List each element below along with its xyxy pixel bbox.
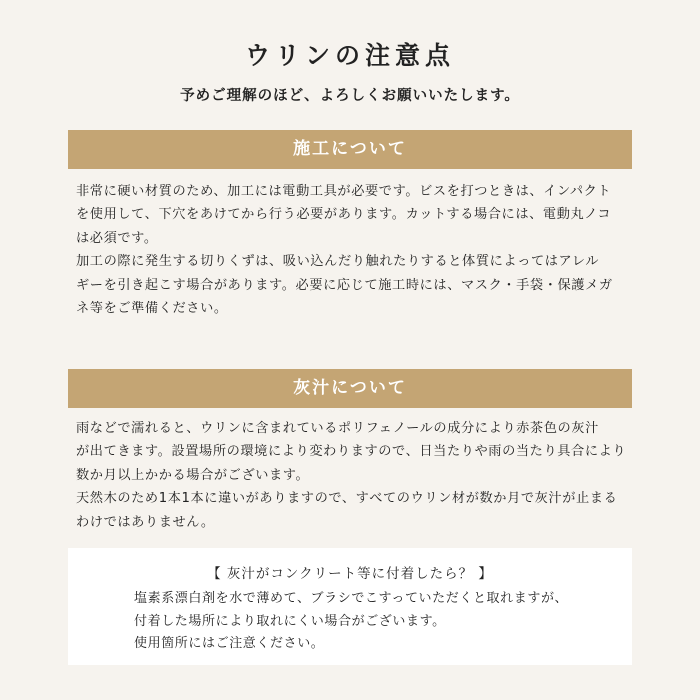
note-line: 付着した場所により取れにくい場合がございます。 [134,613,446,629]
construction-section-body [76,180,636,320]
note-line: 使用箇所にはご注意ください。 [134,636,325,651]
lye-line: 天然木のため1本1本に違いがありますので、すべてのウリン材が数か月で灰汁が止まる [76,491,618,507]
note-title: 【 灰汁がコンクリート等に付着したら？ 】 [207,566,493,582]
construction-line: 非常に硬い材質のため、加工には電動工具が必要です。ビスを打つときは、インパクト [76,184,612,199]
construction-line: は必須です。 [76,230,158,246]
lye-line: わけではありません。 [76,514,215,530]
note-box [68,548,632,665]
construction-line: ギーを引き起こす場合があります。必要に応じて施工時には、マスク・手袋・保護メガ [76,277,613,293]
lye-section-heading: 灰汁について [68,369,632,408]
construction-line: ネ等をご準備ください。 [76,301,228,317]
construction-line: 加工の際に発生する切りくずは、吸い込んだり触れたりすると体質によってはアレル [76,254,600,270]
note-line: 塩素系漂白剤を水で薄めて、ブラシでこすっていただくと取れますが、 [134,591,569,606]
page-title: ウリンの注意点 [244,41,455,70]
page-subtitle: 予めご理解のほど、よろしくお願いいたします。 [180,88,520,104]
lye-line: 雨などで濡れると、ウリンに含まれているポリフェノールの成分により赤茶色の灰汁 [76,421,599,436]
lye-section-body [76,417,636,534]
note-body [134,588,604,656]
construction-section-heading: 施工について [68,130,632,169]
lye-line: が出てきます。設置場所の環境により変わりますので、日当たりや雨の当たり具合により [76,444,627,460]
construction-line: を使用して、下穴をあけてから行う必要があります。カットする場合には、電動丸ノコ [76,207,612,223]
lye-line: 数か月以上かかる場合がございます。 [76,467,310,483]
